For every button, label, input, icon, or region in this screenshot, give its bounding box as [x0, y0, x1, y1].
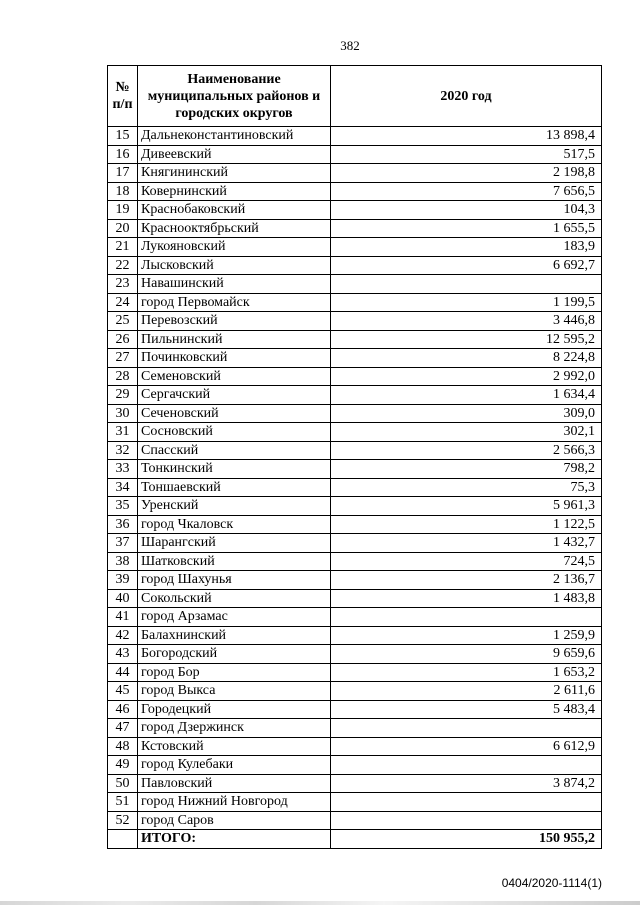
row-name: Богородский: [138, 645, 331, 664]
row-number: 44: [108, 663, 138, 682]
row-number: 47: [108, 719, 138, 738]
row-value: 1 653,2: [331, 663, 602, 682]
row-name: город Бор: [138, 663, 331, 682]
table-row: [108, 201, 602, 220]
row-value: 1 634,4: [331, 386, 602, 405]
row-value: 5 961,3: [331, 497, 602, 516]
row-number: 38: [108, 552, 138, 571]
row-name: Шатковский: [138, 552, 331, 571]
row-name: Лысковский: [138, 256, 331, 275]
header-year: 2020 год: [331, 66, 602, 127]
table-header: [108, 66, 602, 127]
row-value: 309,0: [331, 404, 602, 423]
row-name: город Шахунья: [138, 571, 331, 590]
row-name: Перевозский: [138, 312, 331, 331]
row-number: 41: [108, 608, 138, 627]
table-row: [108, 441, 602, 460]
row-number: 31: [108, 423, 138, 442]
row-value: 2 992,0: [331, 367, 602, 386]
table-row: [108, 238, 602, 257]
row-number: 17: [108, 164, 138, 183]
row-value: 1 259,9: [331, 626, 602, 645]
row-number: 40: [108, 589, 138, 608]
table-row: [108, 626, 602, 645]
total-row: [108, 830, 602, 849]
row-name: Кстовский: [138, 737, 331, 756]
row-number: 26: [108, 330, 138, 349]
row-name: Павловский: [138, 774, 331, 793]
table-row: [108, 478, 602, 497]
row-value: 6 612,9: [331, 737, 602, 756]
row-value: 1 655,5: [331, 219, 602, 238]
row-value: 9 659,6: [331, 645, 602, 664]
row-name: город Первомайск: [138, 293, 331, 312]
row-number: 29: [108, 386, 138, 405]
row-number: 32: [108, 441, 138, 460]
total-value: 150 955,2: [331, 830, 602, 849]
total-label: ИТОГО:: [138, 830, 331, 849]
table-row: [108, 589, 602, 608]
row-name: город Арзамас: [138, 608, 331, 627]
table-row: [108, 774, 602, 793]
table-row: [108, 663, 602, 682]
row-number: 51: [108, 793, 138, 812]
row-name: Уренский: [138, 497, 331, 516]
row-name: город Чкаловск: [138, 515, 331, 534]
table-row: [108, 404, 602, 423]
table-row: [108, 552, 602, 571]
row-number: 34: [108, 478, 138, 497]
row-number: 20: [108, 219, 138, 238]
scan-edge-artifact: [0, 901, 640, 905]
row-value: 517,5: [331, 145, 602, 164]
row-number: 48: [108, 737, 138, 756]
row-name: Княгининский: [138, 164, 331, 183]
row-name: Тоншаевский: [138, 478, 331, 497]
row-name: Городецкий: [138, 700, 331, 719]
row-number: 33: [108, 460, 138, 479]
row-number: 52: [108, 811, 138, 830]
table-row: [108, 534, 602, 553]
row-name: Тонкинский: [138, 460, 331, 479]
table-row: [108, 275, 602, 294]
table-row: [108, 756, 602, 775]
table-row: [108, 349, 602, 368]
row-number: 25: [108, 312, 138, 331]
row-value: 5 483,4: [331, 700, 602, 719]
row-name: Краснооктябрьский: [138, 219, 331, 238]
row-value: 3 446,8: [331, 312, 602, 331]
row-number: 15: [108, 127, 138, 146]
table-row: [108, 145, 602, 164]
row-name: Краснобаковский: [138, 201, 331, 220]
row-name: Починковский: [138, 349, 331, 368]
header-row: [108, 66, 602, 127]
row-value: 75,3: [331, 478, 602, 497]
row-number: 16: [108, 145, 138, 164]
row-name: Лукояновский: [138, 238, 331, 257]
table-row: [108, 386, 602, 405]
row-number: 30: [108, 404, 138, 423]
table-row: [108, 719, 602, 738]
table-row: [108, 423, 602, 442]
row-name: Сергачский: [138, 386, 331, 405]
row-number: 21: [108, 238, 138, 257]
row-name: Сосновский: [138, 423, 331, 442]
allocation-table: [107, 65, 602, 849]
row-number: 50: [108, 774, 138, 793]
row-name: Балахнинский: [138, 626, 331, 645]
row-number: 42: [108, 626, 138, 645]
row-value: 1 122,5: [331, 515, 602, 534]
table-row: [108, 219, 602, 238]
row-name: Пильнинский: [138, 330, 331, 349]
row-number: 43: [108, 645, 138, 664]
table-row: [108, 312, 602, 331]
row-value: 13 898,4: [331, 127, 602, 146]
row-value: 183,9: [331, 238, 602, 257]
table-row: [108, 793, 602, 812]
table-row: [108, 256, 602, 275]
table-row: [108, 737, 602, 756]
row-number: 18: [108, 182, 138, 201]
row-value: 8 224,8: [331, 349, 602, 368]
row-number: 23: [108, 275, 138, 294]
row-number: 24: [108, 293, 138, 312]
table-row: [108, 182, 602, 201]
total-number-cell: [108, 830, 138, 849]
row-value: 12 595,2: [331, 330, 602, 349]
row-value: 104,3: [331, 201, 602, 220]
row-value: 1 432,7: [331, 534, 602, 553]
table-row: [108, 127, 602, 146]
row-value: [331, 756, 602, 775]
row-name: Спасский: [138, 441, 331, 460]
row-value: [331, 719, 602, 738]
row-number: 22: [108, 256, 138, 275]
row-name: Дальнеконстантиновский: [138, 127, 331, 146]
page-number: 382: [340, 38, 360, 53]
row-name: Навашинский: [138, 275, 331, 294]
table-row: [108, 571, 602, 590]
row-value: 798,2: [331, 460, 602, 479]
table-row: [108, 164, 602, 183]
row-value: [331, 608, 602, 627]
row-value: 7 656,5: [331, 182, 602, 201]
row-value: 2 566,3: [331, 441, 602, 460]
row-value: 302,1: [331, 423, 602, 442]
row-number: 37: [108, 534, 138, 553]
row-value: 6 692,7: [331, 256, 602, 275]
row-number: 45: [108, 682, 138, 701]
row-number: 35: [108, 497, 138, 516]
row-value: 724,5: [331, 552, 602, 571]
table-row: [108, 460, 602, 479]
row-name: Сеченовский: [138, 404, 331, 423]
table-row: [108, 497, 602, 516]
row-number: 28: [108, 367, 138, 386]
row-number: 27: [108, 349, 138, 368]
table-body: [108, 127, 602, 830]
row-value: 2 136,7: [331, 571, 602, 590]
table-row: [108, 682, 602, 701]
row-name: город Нижний Новгород: [138, 793, 331, 812]
table-row: [108, 515, 602, 534]
row-value: 3 874,2: [331, 774, 602, 793]
table-row: [108, 367, 602, 386]
row-value: [331, 811, 602, 830]
table-row: [108, 330, 602, 349]
row-value: 1 199,5: [331, 293, 602, 312]
table-row: [108, 293, 602, 312]
row-value: [331, 275, 602, 294]
row-name: город Кулебаки: [138, 756, 331, 775]
row-name: Дивеевский: [138, 145, 331, 164]
table-row: [108, 645, 602, 664]
row-value: 1 483,8: [331, 589, 602, 608]
row-number: 49: [108, 756, 138, 775]
row-name: Сокольский: [138, 589, 331, 608]
row-name: город Саров: [138, 811, 331, 830]
table-row: [108, 608, 602, 627]
row-value: [331, 793, 602, 812]
row-name: Шарангский: [138, 534, 331, 553]
header-number: № п/п: [108, 66, 138, 127]
row-name: Ковернинский: [138, 182, 331, 201]
row-name: город Выкса: [138, 682, 331, 701]
row-number: 46: [108, 700, 138, 719]
header-name: Наименование муниципальных районов и городских округов: [138, 66, 331, 127]
row-number: 39: [108, 571, 138, 590]
row-name: Семеновский: [138, 367, 331, 386]
row-value: 2 611,6: [331, 682, 602, 701]
row-number: 36: [108, 515, 138, 534]
table-row: [108, 811, 602, 830]
row-value: 2 198,8: [331, 164, 602, 183]
row-number: 19: [108, 201, 138, 220]
document-code: 0404/2020-1114(1): [501, 876, 602, 890]
row-name: город Дзержинск: [138, 719, 331, 738]
table-row: [108, 700, 602, 719]
